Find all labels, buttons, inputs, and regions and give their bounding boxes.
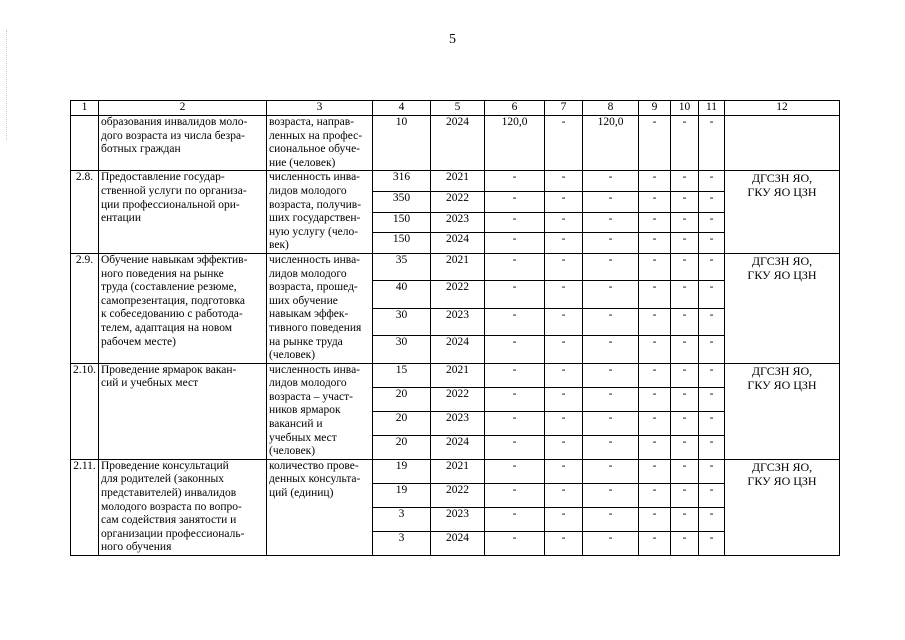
item-number — [71, 116, 99, 171]
amount-cell: - — [583, 483, 639, 507]
table-row — [71, 253, 840, 280]
amount-cell: - — [639, 483, 671, 507]
amount-cell: - — [583, 459, 639, 483]
amount-cell: - — [545, 212, 583, 233]
indicator-value: 35 — [373, 253, 431, 280]
indicator-name-line: ленных на профес- — [269, 129, 363, 142]
amount-cell: - — [485, 281, 545, 308]
measure-name-line: ного обучения — [101, 541, 172, 554]
indicator-name — [267, 363, 373, 459]
measure-name-line: Проведение ярмарок вакан- — [101, 363, 237, 376]
column-header-1: 1 — [71, 101, 99, 116]
amount-cell: - — [639, 363, 671, 387]
measure-name-line: ственной услуги по организа- — [101, 184, 247, 197]
amount-cell: - — [639, 116, 671, 171]
year-cell: 2021 — [431, 253, 485, 280]
indicator-name-line: сиональное обуче- — [269, 143, 361, 156]
measure-name-line: организации профессиональ- — [101, 527, 245, 540]
responsible-executor — [725, 171, 840, 254]
item-number: 2.8. — [71, 171, 99, 254]
measure-name-line: труда (составление резюме, — [101, 281, 237, 294]
amount-cell: - — [545, 387, 583, 411]
column-header-3: 3 — [267, 101, 373, 116]
amount-cell: - — [639, 192, 671, 213]
measure-name-line: ботных граждан — [101, 143, 181, 156]
amount-cell: 120,0 — [485, 116, 545, 171]
measure-name-line: Предоставление государ- — [101, 171, 225, 184]
amount-cell: - — [485, 387, 545, 411]
item-number: 2.10. — [71, 363, 99, 459]
column-header-8: 8 — [583, 101, 639, 116]
indicator-value: 30 — [373, 308, 431, 335]
measure-name-line: ентации — [101, 212, 141, 225]
column-header-10: 10 — [671, 101, 699, 116]
year-cell: 2021 — [431, 459, 485, 483]
indicator-name-line: век) — [269, 239, 289, 252]
year-cell: 2023 — [431, 411, 485, 435]
amount-cell: - — [699, 531, 725, 555]
column-header-7: 7 — [545, 101, 583, 116]
measure-name-line: образования инвалидов моло- — [101, 116, 248, 128]
column-header-2: 2 — [99, 101, 267, 116]
amount-cell: - — [485, 336, 545, 363]
amount-cell: - — [485, 171, 545, 192]
indicator-value: 19 — [373, 483, 431, 507]
amount-cell: - — [583, 281, 639, 308]
indicator-name-line: ние (человек) — [269, 156, 336, 169]
responsible-line: ГКУ ЯО ЦЗН — [747, 185, 817, 200]
amount-cell: - — [699, 507, 725, 531]
measure-name-line: молодого возраста по вопро- — [101, 500, 242, 513]
indicator-name-line: возраста, получив- — [269, 198, 362, 211]
amount-cell: - — [485, 435, 545, 459]
indicator-value: 316 — [373, 171, 431, 192]
indicator-value: 350 — [373, 192, 431, 213]
indicator-name — [267, 459, 373, 555]
amount-cell: - — [545, 192, 583, 213]
amount-cell: - — [671, 411, 699, 435]
column-header-5: 5 — [431, 101, 485, 116]
year-cell: 2021 — [431, 363, 485, 387]
amount-cell: - — [485, 363, 545, 387]
amount-cell: - — [545, 233, 583, 254]
measure-name-line: сий и учебных мест — [101, 377, 199, 390]
amount-cell: - — [699, 192, 725, 213]
amount-cell: - — [485, 411, 545, 435]
year-cell: 2023 — [431, 308, 485, 335]
column-header-9: 9 — [639, 101, 671, 116]
amount-cell: - — [545, 483, 583, 507]
indicator-value: 3 — [373, 531, 431, 555]
responsible-line: ДГСЗН ЯО, — [751, 459, 813, 474]
amount-cell: - — [485, 483, 545, 507]
amount-cell: - — [639, 171, 671, 192]
year-cell: 2024 — [431, 531, 485, 555]
indicator-name-line: (человек) — [269, 445, 316, 458]
amount-cell: - — [485, 308, 545, 335]
measure-name-line: самопрезентация, подготовка — [101, 294, 245, 307]
column-header-11: 11 — [699, 101, 725, 116]
indicator-name-line: ников ярмарок — [269, 404, 341, 417]
year-cell: 2023 — [431, 507, 485, 531]
indicator-name-line: денных консульта- — [269, 473, 361, 486]
responsible-line: ГКУ ЯО ЦЗН — [747, 377, 817, 392]
amount-cell: - — [639, 308, 671, 335]
measure-name-line: рабочем месте) — [101, 335, 176, 348]
responsible-line: ДГСЗН ЯО, — [751, 363, 813, 378]
amount-cell: - — [671, 387, 699, 411]
indicator-name-line: лидов молодого — [269, 184, 347, 197]
amount-cell: - — [671, 192, 699, 213]
responsible-executor — [725, 116, 840, 171]
indicator-name — [267, 116, 373, 171]
year-cell: 2022 — [431, 483, 485, 507]
indicator-name-line: тивного поведения — [269, 321, 362, 334]
table-row — [71, 459, 840, 483]
indicator-name — [267, 253, 373, 363]
indicator-name-line: ших государствен- — [269, 212, 361, 225]
amount-cell: - — [671, 171, 699, 192]
amount-cell: - — [583, 387, 639, 411]
amount-cell: - — [671, 308, 699, 335]
measure-name-line: дого возраста из числа безра- — [101, 129, 245, 142]
indicator-value: 20 — [373, 387, 431, 411]
amount-cell: - — [639, 435, 671, 459]
indicator-name-line: численность инва- — [269, 253, 361, 266]
amount-cell: - — [583, 253, 639, 280]
indicator-value: 19 — [373, 459, 431, 483]
amount-cell: - — [699, 308, 725, 335]
amount-cell: - — [485, 192, 545, 213]
table-row — [71, 171, 840, 192]
amount-cell: - — [639, 281, 671, 308]
amount-cell: - — [671, 459, 699, 483]
measure-name-line: сам содействия занятости и — [101, 514, 237, 527]
responsible-executor — [725, 459, 840, 555]
year-cell: 2022 — [431, 192, 485, 213]
indicator-name-line: лидов молодого — [269, 267, 347, 280]
table-row — [71, 363, 840, 387]
indicator-value: 150 — [373, 233, 431, 254]
measure-name-line: представителей) инвалидов — [101, 487, 237, 500]
amount-cell: - — [699, 483, 725, 507]
amount-cell: - — [545, 336, 583, 363]
year-cell: 2024 — [431, 233, 485, 254]
measure-name — [99, 116, 267, 171]
amount-cell: - — [671, 483, 699, 507]
amount-cell: - — [699, 336, 725, 363]
amount-cell: - — [639, 253, 671, 280]
measure-name — [99, 363, 267, 459]
column-header-12: 12 — [725, 101, 840, 116]
measure-name-line: Обучение навыкам эффектив- — [101, 253, 248, 266]
year-cell: 2024 — [431, 336, 485, 363]
amount-cell: - — [583, 308, 639, 335]
indicator-name-line: лидов молодого — [269, 377, 347, 390]
amount-cell: - — [671, 435, 699, 459]
amount-cell: - — [671, 233, 699, 254]
amount-cell: - — [699, 363, 725, 387]
responsible-line: ДГСЗН ЯО, — [751, 253, 813, 268]
amount-cell: - — [699, 459, 725, 483]
amount-cell: - — [639, 336, 671, 363]
measure-name-line: Проведение консультаций — [101, 459, 229, 472]
amount-cell: - — [699, 435, 725, 459]
indicator-name-line: численность инва- — [269, 363, 361, 376]
measure-name-line: к собеседованию с работода- — [101, 308, 243, 321]
indicator-name — [267, 171, 373, 254]
amount-cell: - — [583, 507, 639, 531]
amount-cell: - — [671, 531, 699, 555]
amount-cell: - — [583, 411, 639, 435]
amount-cell: - — [545, 411, 583, 435]
amount-cell: - — [485, 233, 545, 254]
table-row — [71, 116, 840, 171]
program-table — [70, 100, 840, 556]
amount-cell: - — [671, 281, 699, 308]
indicator-value: 20 — [373, 435, 431, 459]
indicator-name-line: учебных мест — [269, 431, 337, 444]
measure-name-line: ного поведения на рынке — [101, 267, 224, 280]
indicator-value: 10 — [373, 116, 431, 171]
amount-cell: - — [545, 531, 583, 555]
indicator-name-line: возраста, направ- — [269, 116, 354, 128]
indicator-name-line: навыкам эффек- — [269, 308, 349, 321]
measure-name-line: телем, адаптация на новом — [101, 321, 233, 334]
amount-cell: - — [545, 171, 583, 192]
amount-cell: 120,0 — [583, 116, 639, 171]
amount-cell: - — [583, 531, 639, 555]
amount-cell: - — [545, 253, 583, 280]
year-cell: 2023 — [431, 212, 485, 233]
amount-cell: - — [639, 387, 671, 411]
amount-cell: - — [671, 116, 699, 171]
indicator-value: 40 — [373, 281, 431, 308]
column-header-6: 6 — [485, 101, 545, 116]
amount-cell: - — [699, 212, 725, 233]
indicator-name-line: возраста – участ- — [269, 390, 353, 403]
amount-cell: - — [583, 192, 639, 213]
amount-cell: - — [639, 531, 671, 555]
indicator-value: 150 — [373, 212, 431, 233]
amount-cell: - — [583, 171, 639, 192]
amount-cell: - — [583, 233, 639, 254]
indicator-name-line: ную услугу (чело- — [269, 225, 359, 238]
amount-cell: - — [485, 253, 545, 280]
amount-cell: - — [545, 116, 583, 171]
amount-cell: - — [699, 171, 725, 192]
amount-cell: - — [671, 363, 699, 387]
amount-cell: - — [699, 411, 725, 435]
year-cell: 2024 — [431, 116, 485, 171]
amount-cell: - — [545, 507, 583, 531]
indicator-name-line: численность инва- — [269, 171, 361, 184]
amount-cell: - — [485, 459, 545, 483]
amount-cell: - — [545, 435, 583, 459]
amount-cell: - — [485, 507, 545, 531]
indicator-value: 3 — [373, 507, 431, 531]
year-cell: 2022 — [431, 387, 485, 411]
amount-cell: - — [639, 459, 671, 483]
amount-cell: - — [671, 253, 699, 280]
year-cell: 2022 — [431, 281, 485, 308]
responsible-line: ГКУ ЯО ЦЗН — [747, 267, 817, 282]
indicator-name-line: вакансий и — [269, 418, 323, 431]
item-number: 2.9. — [71, 253, 99, 363]
amount-cell: - — [545, 308, 583, 335]
amount-cell: - — [699, 116, 725, 171]
amount-cell: - — [699, 233, 725, 254]
amount-cell: - — [639, 212, 671, 233]
indicator-value: 15 — [373, 363, 431, 387]
responsible-executor — [725, 363, 840, 459]
indicator-name-line: (человек) — [269, 349, 316, 362]
amount-cell: - — [639, 411, 671, 435]
measure-name — [99, 459, 267, 555]
indicator-name-line: ших обучение — [269, 294, 338, 307]
amount-cell: - — [671, 507, 699, 531]
amount-cell: - — [699, 253, 725, 280]
indicator-name-line: ций (единиц) — [269, 487, 334, 500]
amount-cell: - — [583, 212, 639, 233]
indicator-name-line: количество прове- — [269, 459, 359, 472]
item-number: 2.11. — [71, 459, 99, 555]
amount-cell: - — [671, 336, 699, 363]
amount-cell: - — [639, 233, 671, 254]
responsible-line: ГКУ ЯО ЦЗН — [747, 473, 817, 488]
amount-cell: - — [699, 387, 725, 411]
measure-name-line: для родителей (законных — [101, 473, 224, 486]
amount-cell: - — [545, 363, 583, 387]
amount-cell: - — [545, 281, 583, 308]
indicator-name-line: возраста, прошед- — [269, 281, 358, 294]
indicator-name-line: на рынке труда — [269, 335, 343, 348]
year-cell: 2021 — [431, 171, 485, 192]
amount-cell: - — [545, 459, 583, 483]
indicator-value: 30 — [373, 336, 431, 363]
column-header-row — [71, 101, 840, 116]
amount-cell: - — [699, 281, 725, 308]
page-number: 5 — [449, 32, 456, 47]
responsible-executor — [725, 253, 840, 363]
amount-cell: - — [485, 212, 545, 233]
measure-name — [99, 253, 267, 363]
amount-cell: - — [639, 507, 671, 531]
amount-cell: - — [671, 212, 699, 233]
column-header-4: 4 — [373, 101, 431, 116]
amount-cell: - — [485, 531, 545, 555]
amount-cell: - — [583, 336, 639, 363]
responsible-line: ДГСЗН ЯО, — [751, 171, 813, 186]
amount-cell: - — [583, 363, 639, 387]
measure-name-line: ции профессиональной ори- — [101, 198, 240, 211]
indicator-value: 20 — [373, 411, 431, 435]
year-cell: 2024 — [431, 435, 485, 459]
amount-cell: - — [583, 435, 639, 459]
measure-name — [99, 171, 267, 254]
